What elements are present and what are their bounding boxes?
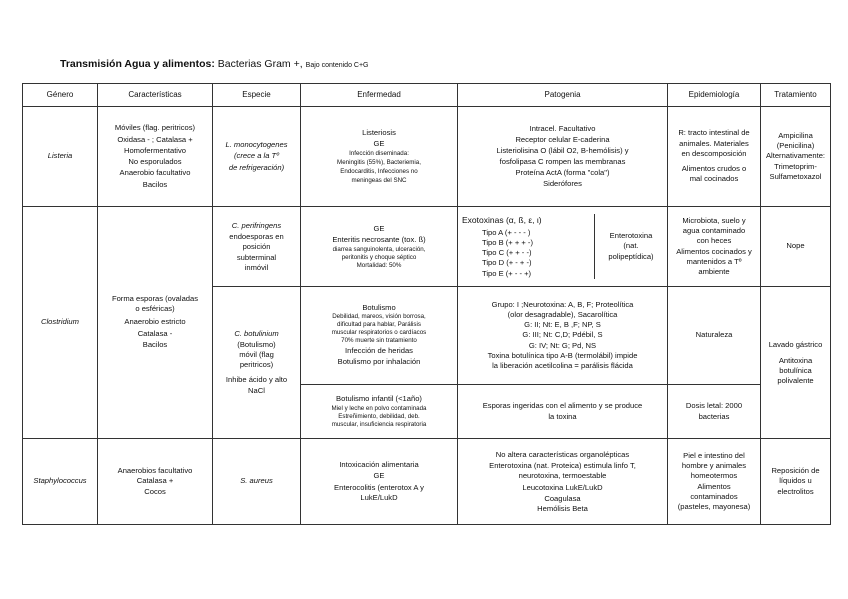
header-epidemiologia: Epidemiología	[668, 84, 761, 107]
listeria-tratamiento: Ampicilina (Penicilina) Alternativamente: Trimetoprim- Sulfametoxazol	[761, 107, 831, 207]
perfringens-row	[23, 207, 831, 287]
listeria-row	[23, 107, 831, 207]
listeria-enfermedad: Listeriosis GE Infección diseminada: Meningitis (55%), Bacteriemia, Endocarditis, Infecciones no meningeas del SNC	[301, 107, 458, 207]
perfringens-tratamiento: Nope	[761, 207, 831, 287]
header-caracteristicas: Características	[98, 84, 213, 107]
listeria-epidemiologia: R: tracto intestinal de animales. Materiales en descomposición Alimentos crudos o mal cocinados	[668, 107, 761, 207]
botulinum-patogenia: Grupo: I ;Neurotoxina: A, B, F; Proteolítica (olor desagradable), Sacarolítica G: II; Nt: E, B ,F; NP, S G: III; Nt: C,D; Pdébil, S G: IV; Nt: G; Pd, NS Toxina botulínica tipo A-B (termolábil) impide la liberación acetilcolina = parálisis flácida	[458, 287, 668, 385]
perfringens-epidemiologia: Microbiota, suelo y agua contaminado con heces Alimentos cocinados y mantenidos a Tº ambiente	[668, 207, 761, 287]
staphylococcus-enfermedad: Intoxicación alimentaria GE Enterocolitis (enterotox A y LukE/LukD	[301, 439, 458, 525]
staphylococcus-caracteristicas: Anaerobios facultativo Catalasa + Cocos	[98, 439, 213, 525]
perfringens-patogenia: Exotoxinas (α, ß, ε, ι) Tipo A (+ - - - ) Tipo B (+ + + -) Tipo C (+ + - -) Tipo D (+ - + -) Tipo E (+ - - +) Enterotoxina (nat. polipeptídica)	[458, 207, 668, 287]
staphylococcus-especie: S. aureus	[213, 439, 301, 525]
clostridium-genero: Clostridium	[23, 207, 98, 439]
perfringens-enfermedad: GE Enteritis necrosante (tox. ß) diarrea sanguinolenta, ulceración, peritonitis y choque séptico Mortalidad: 50%	[301, 207, 458, 287]
staphylococcus-patogenia: No altera características organolépticas Enterotoxina (nat. Proteica) estimula linfo T, neurotoxina, termoestable Leucotoxina LukE/LukD Coagulasa Hemólisis Beta	[458, 439, 668, 525]
staphylococcus-genero: Staphylococcus	[23, 439, 98, 525]
perfringens-especie: C. perifringens endoesporas en posición subterminal inmóvil	[213, 207, 301, 287]
infantil-enfermedad: Botulismo infantil (<1año) Miel y leche en polvo contaminada Estreñimiento, debilidad, deb. muscular, insuficiencia respiratoria	[301, 385, 458, 439]
botulinum-enfermedad: Botulismo Debilidad, mareos, visión borrosa, dificultad para hablar, Parálisis muscular respiratorios o cardíacos 70% muerte sin tratamiento Infección de heridas Botulismo por inhalación	[301, 287, 458, 385]
header-enfermedad: Enfermedad	[301, 84, 458, 107]
botulinum-epidemiologia: Naturaleza	[668, 287, 761, 385]
header-especie: Especie	[213, 84, 301, 107]
bacteria-table	[22, 83, 831, 525]
listeria-especie: L. monocytogenes (crece a la Tº de refrigeración)	[213, 107, 301, 207]
botulinum-tratamiento: Lavado gástrico Antitoxina botulínica polivalente	[761, 287, 831, 439]
listeria-patogenia: Intracel. Facultativo Receptor celular E-caderina Listeriolisina O (lábil O2, B-hemólisis) y fosfolipasa C rompen las membranas Proteína ActA (forma "cola") Siderófores	[458, 107, 668, 207]
header-row	[23, 84, 831, 107]
header-genero: Género	[23, 84, 98, 107]
infantil-patogenia: Esporas ingeridas con el alimento y se produce la toxina	[458, 385, 668, 439]
header-tratamiento: Tratamiento	[761, 84, 831, 107]
botulinum-especie: C. botulinium (Botulismo) móvil (flag peritricos) Inhibe ácido y alto NaCl	[213, 287, 301, 439]
staphylococcus-tratamiento: Reposición de líquidos u electrolitos	[761, 439, 831, 525]
listeria-genero: Listeria	[23, 107, 98, 207]
infantil-epidemiologia: Dosis letal: 2000 bacterias	[668, 385, 761, 439]
listeria-caracteristicas: Móviles (flag. peritricos) Oxidasa - ; Catalasa + Homofermentativo No esporulados Anaerobio facultativo Bacilos	[98, 107, 213, 207]
page-title: Transmisión Agua y alimentos: Bacterias Gram +, Bajo contenido C+G	[60, 58, 369, 70]
clostridium-caracteristicas: Forma esporas (ovaladas o esféricas) Anaerobio estricto Catalasa - Bacilos	[98, 207, 213, 439]
staphylococcus-epidemiologia: Piel e intestino del hombre y animales homeotermos Alimentos contaminados (pasteles, mayonesa)	[668, 439, 761, 525]
header-patogenia: Patogenia	[458, 84, 668, 107]
staphylococcus-row	[23, 439, 831, 525]
